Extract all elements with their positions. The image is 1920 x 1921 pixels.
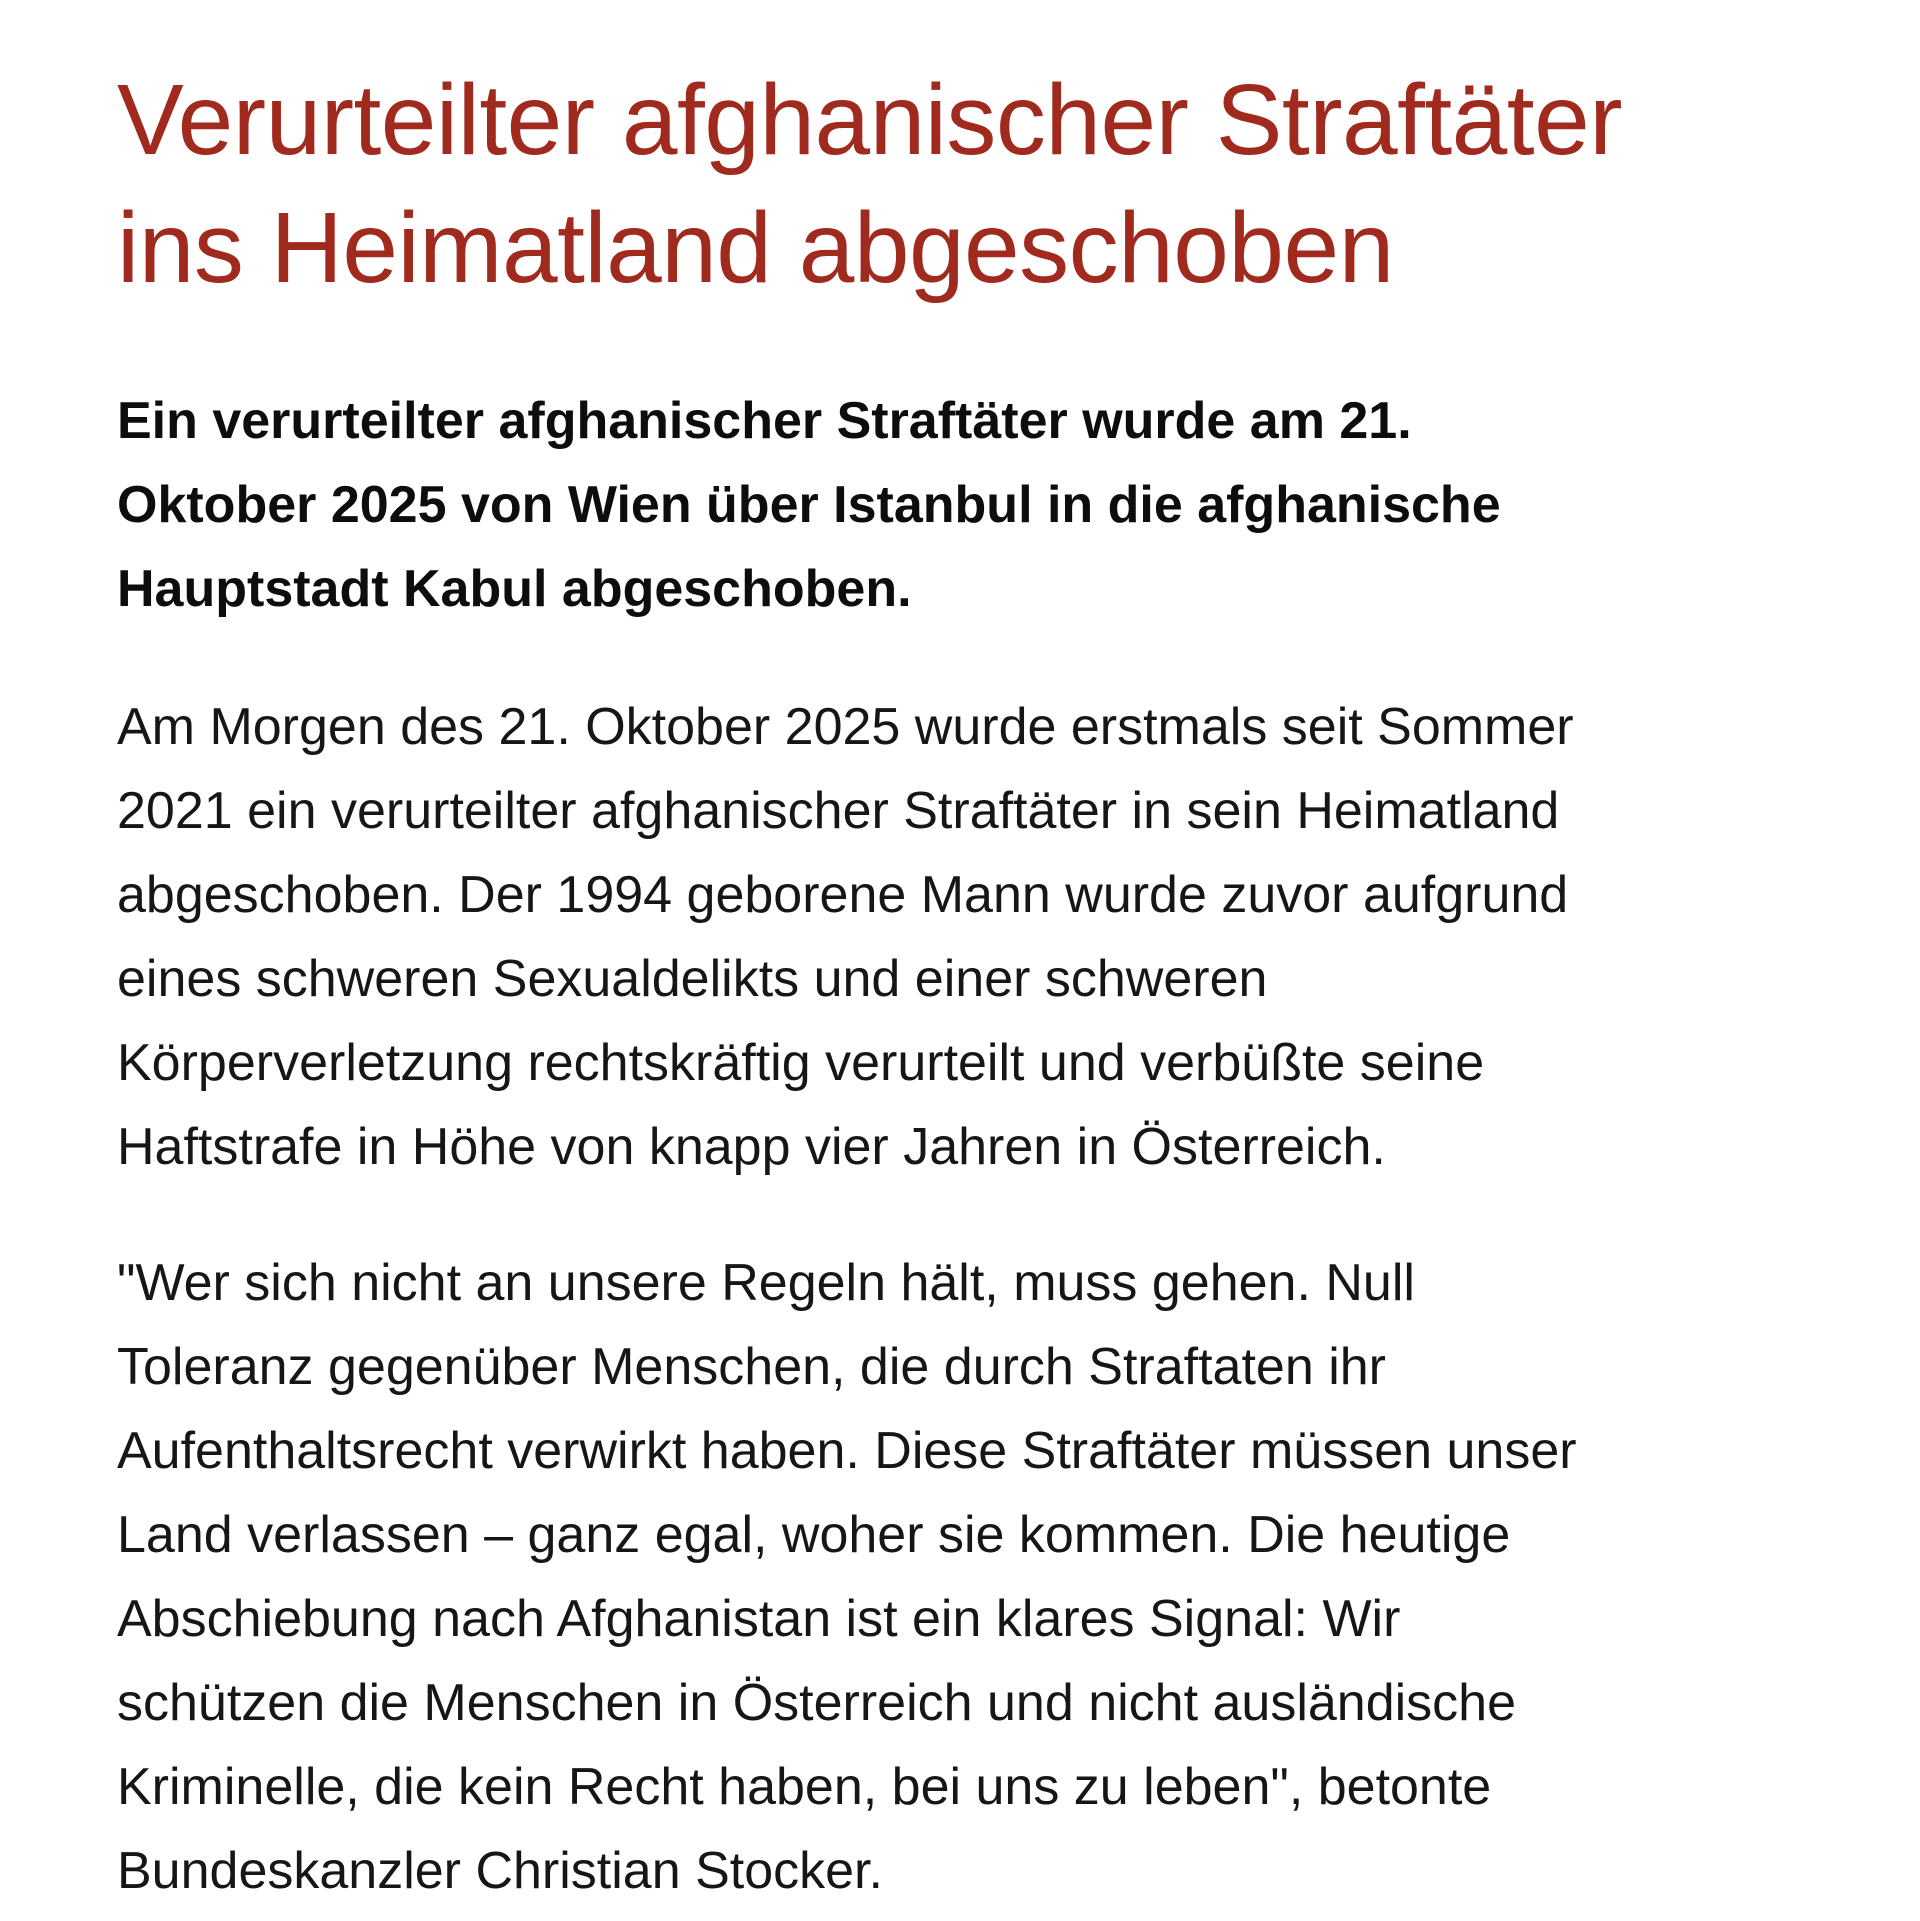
paragraph-line: abgeschoben. Der 1994 geborene Mann wurde zuvor aufgrund — [117, 866, 1569, 924]
article — [117, 56, 1897, 1913]
paragraph-line: 2021 ein verurteilter afghanischer Straftäter in sein Heimatland — [117, 782, 1560, 840]
paragraph-line: Am Morgen des 21. Oktober 2025 wurde erstmals seit Sommer — [117, 698, 1574, 756]
article-lead — [117, 379, 1897, 631]
paragraph-line: eines schweren Sexualdelikts und einer schweren — [117, 950, 1268, 1008]
paragraph-line: Abschiebung nach Afghanistan ist ein klares Signal: Wir — [117, 1590, 1401, 1648]
article-headline — [117, 56, 1897, 312]
paragraph-line: Toleranz gegenüber Menschen, die durch Straftaten ihr — [117, 1338, 1386, 1396]
paragraph-line: Aufenthaltsrecht verwirkt haben. Diese Straftäter müssen unser — [117, 1422, 1577, 1480]
lead-line: Ein verurteilter afghanischer Straftäter wurde am 21. — [117, 392, 1412, 450]
paragraph-line: Kriminelle, die kein Recht haben, bei uns zu leben", betonte — [117, 1758, 1492, 1816]
lead-line: Hauptstadt Kabul abgeschoben. — [117, 560, 912, 618]
paragraph-line: Haftstrafe in Höhe von knapp vier Jahren in Österreich. — [117, 1118, 1386, 1176]
paragraph-line: schützen die Menschen in Österreich und nicht ausländische — [117, 1674, 1517, 1732]
article-paragraph-1 — [117, 685, 1897, 1189]
paragraph-line: Land verlassen – ganz egal, woher sie kommen. Die heutige — [117, 1506, 1511, 1564]
lead-line: Oktober 2025 von Wien über Istanbul in die afghanische — [117, 476, 1501, 534]
headline-line: ins Heimatland abgeschoben — [117, 192, 1394, 304]
paragraph-line: Bundeskanzler Christian Stocker. — [117, 1842, 883, 1900]
paragraph-line: Körperverletzung rechtskräftig verurteilt und verbüßte seine — [117, 1034, 1485, 1092]
paragraph-line: "Wer sich nicht an unsere Regeln hält, muss gehen. Null — [117, 1254, 1415, 1312]
article-paragraph-2 — [117, 1241, 1897, 1913]
headline-line: Verurteilter afghanischer Straftäter — [117, 64, 1622, 176]
